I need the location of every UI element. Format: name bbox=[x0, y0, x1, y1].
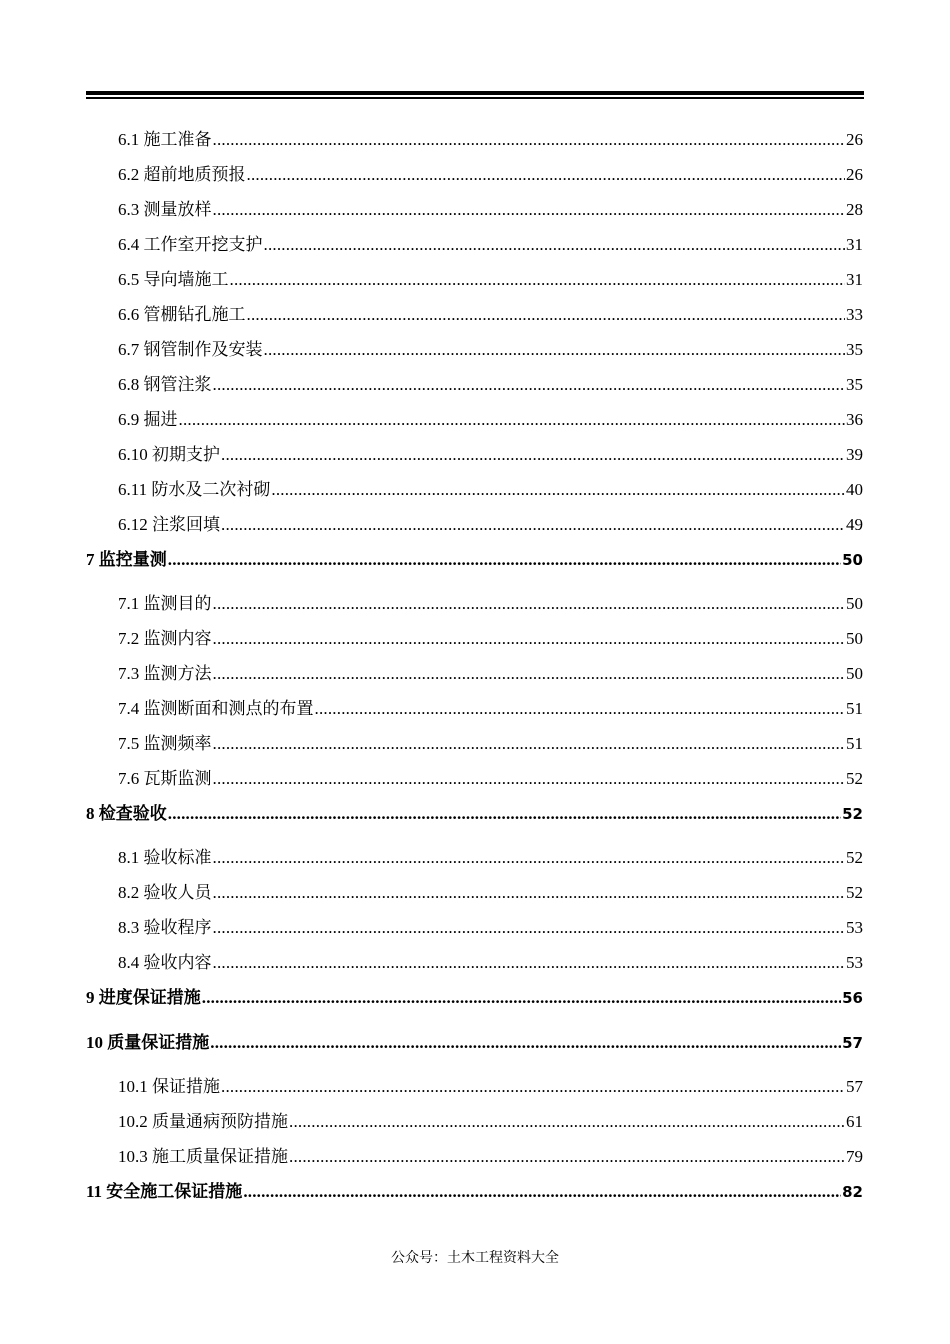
toc-page-number: 51 bbox=[846, 699, 863, 718]
toc-entry[interactable] bbox=[118, 230, 863, 255]
toc-entry-title: 8.3 验收程序 bbox=[118, 918, 212, 937]
toc-entry[interactable] bbox=[118, 1107, 863, 1132]
toc-chapter-entry[interactable] bbox=[86, 799, 863, 824]
toc-entry[interactable] bbox=[118, 370, 863, 395]
toc-page-number: 53 bbox=[846, 918, 863, 937]
page-footer: 公众号：土木工程资料大全 bbox=[391, 1251, 559, 1266]
toc-leader bbox=[213, 848, 846, 868]
toc-page-number: 49 bbox=[846, 515, 863, 534]
toc-leader bbox=[213, 130, 846, 150]
toc-entry-title: 6.8 钢管注浆 bbox=[118, 375, 212, 394]
toc-leader bbox=[221, 1077, 845, 1097]
toc-page-number: 57 bbox=[846, 1077, 863, 1096]
toc-leader bbox=[221, 515, 845, 535]
toc-chapter-entry[interactable] bbox=[86, 1028, 863, 1053]
toc-entry[interactable] bbox=[118, 589, 863, 614]
toc-entry[interactable] bbox=[118, 878, 863, 903]
toc-leader bbox=[264, 235, 846, 255]
toc-leader bbox=[213, 953, 846, 973]
toc-entry[interactable] bbox=[118, 764, 863, 789]
toc-leader bbox=[264, 340, 846, 360]
toc-page-number: 40 bbox=[846, 480, 863, 499]
toc-page-number: 26 bbox=[846, 165, 863, 184]
toc-entry[interactable] bbox=[118, 440, 863, 465]
toc-leader bbox=[315, 699, 846, 719]
toc-entry-title: 10 质量保证措施 bbox=[86, 1033, 210, 1052]
toc-entry-title: 7.2 监测内容 bbox=[118, 629, 212, 648]
toc-leader bbox=[213, 200, 846, 220]
toc-page-number: 26 bbox=[846, 130, 863, 149]
toc-entry-title: 6.11 防水及二次衬砌 bbox=[118, 480, 271, 499]
toc-entry-title: 6.10 初期支护 bbox=[118, 445, 220, 464]
toc-page-number: 51 bbox=[846, 734, 863, 753]
toc-page-number: 50 bbox=[846, 594, 863, 613]
toc-entry-title: 10.1 保证措施 bbox=[118, 1077, 220, 1096]
toc-leader bbox=[289, 1112, 845, 1132]
toc-leader bbox=[213, 734, 846, 754]
toc-page-number: 52 bbox=[842, 805, 863, 823]
toc-chapter-entry[interactable] bbox=[86, 1177, 863, 1202]
toc-entry[interactable] bbox=[118, 405, 863, 430]
toc-leader bbox=[213, 375, 846, 395]
toc-entry-title: 6.3 测量放样 bbox=[118, 200, 212, 219]
toc-page-number: 82 bbox=[842, 1183, 863, 1201]
toc-entry[interactable] bbox=[118, 659, 863, 684]
toc-leader bbox=[271, 480, 845, 500]
toc-page-number: 28 bbox=[846, 200, 863, 219]
toc-leader bbox=[247, 165, 846, 185]
toc-entry[interactable] bbox=[118, 729, 863, 754]
toc-page-number: 35 bbox=[846, 340, 863, 359]
toc-page-number: 56 bbox=[842, 989, 863, 1007]
toc-leader bbox=[168, 804, 841, 824]
toc-leader bbox=[210, 1033, 841, 1053]
toc-leader bbox=[179, 410, 846, 430]
toc-entry-title: 7.1 监测目的 bbox=[118, 594, 212, 613]
toc-page-number: 57 bbox=[842, 1034, 863, 1052]
toc-leader bbox=[168, 550, 841, 570]
toc-page-number: 31 bbox=[846, 270, 863, 289]
toc-entry-title: 10.2 质量通病预防措施 bbox=[118, 1112, 288, 1131]
toc-page-number: 52 bbox=[846, 848, 863, 867]
toc-leader bbox=[247, 305, 846, 325]
toc-entry-title: 7.3 监测方法 bbox=[118, 664, 212, 683]
toc-page-number: 79 bbox=[846, 1147, 863, 1166]
toc-entry[interactable] bbox=[118, 948, 863, 973]
header-rule-thin bbox=[86, 97, 864, 99]
toc-entry[interactable] bbox=[118, 125, 863, 150]
toc-entry[interactable] bbox=[118, 913, 863, 938]
toc-entry-title: 6.1 施工准备 bbox=[118, 130, 212, 149]
toc-page-number: 39 bbox=[846, 445, 863, 464]
toc-page-number: 52 bbox=[846, 883, 863, 902]
toc-entry-title: 8.1 验收标准 bbox=[118, 848, 212, 867]
toc-entry-title: 10.3 施工质量保证措施 bbox=[118, 1147, 288, 1166]
toc-leader bbox=[202, 988, 841, 1008]
toc-entry[interactable] bbox=[118, 335, 863, 360]
toc-entry-title: 11 安全施工保证措施 bbox=[86, 1182, 243, 1201]
toc-entry-title: 7.5 监测频率 bbox=[118, 734, 212, 753]
toc-entry-title: 6.5 导向墙施工 bbox=[118, 270, 229, 289]
toc-entry-title: 6.12 注浆回填 bbox=[118, 515, 220, 534]
toc-page-number: 31 bbox=[846, 235, 863, 254]
toc-entry[interactable] bbox=[118, 195, 863, 220]
toc-page-number: 50 bbox=[846, 664, 863, 683]
toc-entry-title: 7.6 瓦斯监测 bbox=[118, 769, 212, 788]
toc-entry-title: 8.4 验收内容 bbox=[118, 953, 212, 972]
toc-leader bbox=[213, 594, 846, 614]
toc-page-number: 36 bbox=[846, 410, 863, 429]
toc-leader bbox=[213, 883, 846, 903]
toc-page-number: 50 bbox=[846, 629, 863, 648]
toc-page-number: 52 bbox=[846, 769, 863, 788]
toc-entry[interactable] bbox=[118, 1072, 863, 1097]
toc-page-number: 61 bbox=[846, 1112, 863, 1131]
toc-entry[interactable] bbox=[118, 694, 863, 719]
toc-entry-title: 7 监控量测 bbox=[86, 550, 167, 569]
toc-leader bbox=[221, 445, 845, 465]
toc-entry[interactable] bbox=[118, 160, 863, 185]
toc-entry[interactable] bbox=[118, 265, 863, 290]
toc-entry[interactable] bbox=[118, 300, 863, 325]
toc-page-number: 35 bbox=[846, 375, 863, 394]
toc-page-number: 50 bbox=[842, 551, 863, 569]
toc-entry-title: 9 进度保证措施 bbox=[86, 988, 201, 1007]
toc-entry[interactable] bbox=[118, 1142, 863, 1167]
toc-leader bbox=[243, 1182, 841, 1202]
toc-page-number: 53 bbox=[846, 953, 863, 972]
toc-entry[interactable] bbox=[118, 475, 863, 500]
toc-entry-title: 6.2 超前地质预报 bbox=[118, 165, 246, 184]
toc-entry-title: 8.2 验收人员 bbox=[118, 883, 212, 902]
toc-leader bbox=[213, 664, 846, 684]
toc-entry[interactable] bbox=[118, 624, 863, 649]
header-rule-thick bbox=[86, 91, 864, 95]
toc-leader bbox=[213, 769, 846, 789]
toc-entry-title: 6.7 钢管制作及安装 bbox=[118, 340, 263, 359]
toc-entry-title: 6.9 掘进 bbox=[118, 410, 178, 429]
toc-leader bbox=[213, 918, 846, 938]
toc-entry[interactable] bbox=[118, 843, 863, 868]
toc-page-number: 33 bbox=[846, 305, 863, 324]
toc-entry-title: 6.6 管棚钻孔施工 bbox=[118, 305, 246, 324]
toc-entry[interactable] bbox=[118, 510, 863, 535]
toc-leader bbox=[213, 629, 846, 649]
toc-chapter-entry[interactable] bbox=[86, 983, 863, 1008]
toc-chapter-entry[interactable] bbox=[86, 545, 863, 570]
toc-leader bbox=[289, 1147, 845, 1167]
toc-entry-title: 6.4 工作室开挖支护 bbox=[118, 235, 263, 254]
toc-leader bbox=[230, 270, 846, 290]
toc-entry-title: 8 检查验收 bbox=[86, 804, 167, 823]
toc-entry-title: 7.4 监测断面和测点的布置 bbox=[118, 699, 314, 718]
